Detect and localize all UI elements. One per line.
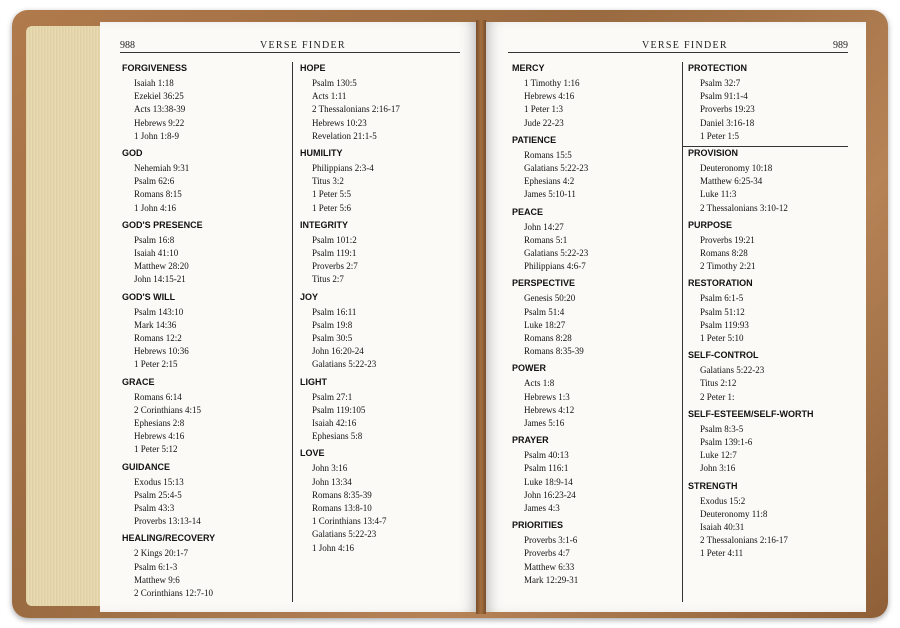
topic-title: FORGIVENESS [122, 63, 188, 73]
topic-mercy [512, 62, 672, 130]
verse-list [300, 391, 460, 444]
topic-restoration [688, 277, 858, 345]
verse-reference: Exodus 15:2 [700, 495, 746, 506]
verse-reference: Luke 18:27 [524, 319, 566, 330]
verse-list [688, 162, 858, 215]
topic-strength [688, 480, 858, 561]
verse-list [122, 306, 282, 372]
verse-reference: 1 Corinthians 13:4-7 [312, 516, 387, 527]
verse-reference: Romans 13:8-10 [312, 503, 372, 514]
verse-reference: 2 Kings 20:1-7 [134, 548, 188, 559]
verse-list [300, 306, 460, 372]
header-rule [508, 52, 848, 53]
verse-reference: Proverbs 2:7 [312, 261, 358, 272]
topic-provision [688, 147, 858, 215]
topic-title: PERSPECTIVE [512, 278, 576, 289]
verse-reference: Romans 8:35-39 [312, 489, 372, 500]
verse-reference: Psalm 30:5 [312, 333, 353, 344]
verse-reference: Revelation 21:1-5 [312, 130, 377, 141]
topic-priorities [512, 519, 672, 587]
verse-reference: 2 Corinthians 4:15 [134, 404, 201, 415]
verse-reference: Mark 14:36 [134, 319, 177, 330]
verse-reference: Romans 8:28 [524, 333, 572, 344]
topic-title: SELF-CONTROL [688, 350, 759, 361]
verse-reference: Matthew 28:20 [134, 261, 189, 272]
verse-reference: 1 John 4:16 [134, 202, 177, 213]
verse-reference: Proverbs 3:1-6 [524, 535, 578, 546]
right-column-1 [512, 62, 672, 591]
verse-reference: 1 Timothy 1:16 [524, 78, 580, 88]
verse-reference: Psalm 119:93 [700, 319, 749, 330]
topic-patience [512, 134, 672, 202]
verse-list [300, 162, 460, 215]
verse-reference: Matthew 6:33 [524, 561, 575, 572]
verse-reference: Matthew 9:6 [134, 574, 180, 585]
verse-reference: Deuteronomy 10:18 [700, 163, 773, 174]
page-edges [26, 26, 108, 606]
verse-reference: Ephesians 2:8 [134, 418, 185, 429]
verse-reference: Romans 8:28 [700, 248, 748, 259]
verse-reference: Luke 12:7 [700, 450, 737, 461]
verse-reference: John 3:16 [700, 463, 736, 474]
verse-list [122, 476, 282, 529]
verse-list [122, 391, 282, 457]
verse-reference: James 4:3 [524, 503, 560, 514]
verse-reference: Isaiah 1:18 [134, 78, 174, 88]
verse-reference: Ephesians 4:2 [524, 176, 575, 187]
verse-reference: Philippians 4:6-7 [524, 261, 586, 272]
topic-title: STRENGTH [688, 480, 738, 491]
topic-title: GOD [122, 148, 143, 159]
topic-love [300, 447, 460, 554]
verse-list [512, 292, 672, 358]
verse-list [122, 547, 282, 600]
verse-reference: Galatians 5:22-23 [524, 248, 589, 259]
verse-reference: 1 Peter 2:15 [134, 359, 178, 370]
right-page-number: 989 [833, 40, 848, 51]
verse-list [688, 495, 858, 561]
verse-reference: Galatians 5:22-23 [312, 359, 377, 370]
verse-reference: Daniel 3:16-18 [700, 117, 755, 128]
verse-reference: John 13:34 [312, 476, 352, 487]
verse-reference: Hebrews 10:36 [134, 346, 189, 357]
section-divider [682, 146, 848, 147]
topic-light [300, 376, 460, 444]
verse-reference: 1 Peter 5:10 [700, 333, 744, 344]
verse-reference: Psalm 40:13 [524, 450, 569, 461]
topic-title: PRAYER [512, 435, 549, 446]
topic-title: MERCY [512, 63, 545, 73]
topic-title: PROVISION [688, 148, 739, 159]
verse-reference: Genesis 50:20 [524, 293, 576, 304]
topic-title: PEACE [512, 206, 544, 217]
verse-reference: Psalm 6:1-5 [700, 293, 744, 304]
verse-list [688, 423, 858, 476]
topic-grace [122, 376, 282, 457]
verse-reference: Proverbs 19:23 [700, 104, 755, 115]
topic-title: HUMILITY [300, 148, 343, 159]
verse-reference: 2 Thessalonians 2:16-17 [700, 535, 788, 546]
topic-title: RESTORATION [688, 278, 753, 289]
topic-protection [688, 62, 858, 143]
verse-reference: 1 John 4:16 [312, 542, 355, 553]
verse-reference: John 14:27 [524, 221, 564, 232]
verse-reference: Psalm 116:1 [524, 463, 569, 474]
verse-reference: Jude 22-23 [524, 117, 564, 128]
verse-list [512, 77, 672, 130]
verse-reference: Matthew 6:25-34 [700, 176, 763, 187]
verse-reference: Isaiah 40:31 [700, 522, 745, 533]
topic-perspective [512, 277, 672, 358]
topic-hope [300, 62, 460, 143]
right-page [482, 22, 866, 612]
topic-self-esteem-self-worth [688, 408, 858, 476]
verse-reference: Luke 18:9-14 [524, 476, 573, 487]
verse-reference: 2 Thessalonians 3:10-12 [700, 202, 788, 213]
verse-list [512, 534, 672, 587]
verse-reference: Romans 12:2 [134, 333, 182, 344]
verse-reference: Psalm 143:10 [134, 306, 184, 317]
verse-reference: Titus 3:2 [312, 176, 344, 187]
topic-joy [300, 291, 460, 372]
verse-reference: Hebrews 9:22 [134, 117, 185, 128]
topic-god-s-presence [122, 219, 282, 287]
topic-title: PROTECTION [688, 63, 748, 73]
topic-title: POWER [512, 363, 547, 374]
verse-list [300, 462, 460, 554]
topic-guidance [122, 461, 282, 529]
verse-reference: 2 Timothy 2:21 [700, 261, 756, 272]
verse-reference: Romans 8:35-39 [524, 346, 584, 357]
verse-reference: Isaiah 41:10 [134, 248, 179, 259]
verse-reference: Psalm 119:105 [312, 404, 366, 415]
topic-integrity [300, 219, 460, 287]
verse-reference: Psalm 16:11 [312, 306, 357, 317]
verse-reference: Ezekiel 36:25 [134, 91, 184, 102]
verse-list [512, 449, 672, 515]
verse-reference: Ephesians 5:8 [312, 431, 363, 442]
verse-reference: Psalm 91:1-4 [700, 91, 748, 102]
topic-title: GOD'S PRESENCE [122, 219, 203, 230]
topic-title: GOD'S WILL [122, 291, 176, 302]
verse-reference: James 5:10-11 [524, 189, 576, 200]
verse-reference: Hebrews 1:3 [524, 391, 570, 402]
verse-reference: Proverbs 13:13-14 [134, 516, 201, 527]
verse-reference: Exodus 15:13 [134, 476, 184, 487]
column-divider [682, 62, 683, 602]
verse-list [122, 77, 282, 143]
verse-reference: Acts 13:38-39 [134, 104, 186, 115]
verse-reference: Proverbs 4:7 [524, 548, 570, 559]
verse-reference: Psalm 101:2 [312, 234, 357, 245]
verse-reference: Acts 1:11 [312, 91, 347, 102]
verse-reference: Psalm 27:1 [312, 391, 353, 402]
verse-reference: 2 Peter 1: [700, 391, 735, 402]
verse-reference: Psalm 6:1-3 [134, 561, 178, 572]
verse-reference: 1 Peter 4:11 [700, 548, 744, 559]
verse-reference: Acts 1:8 [524, 378, 555, 389]
topic-title: GUIDANCE [122, 461, 171, 472]
verse-reference: 2 Corinthians 12:7-10 [134, 588, 213, 599]
topic-prayer [512, 434, 672, 515]
topic-title: PATIENCE [512, 134, 557, 145]
verse-reference: Hebrews 4:16 [524, 91, 575, 102]
topic-title: JOY [300, 291, 319, 302]
verse-list [512, 221, 672, 274]
topic-title: LOVE [300, 448, 325, 459]
verse-list [512, 377, 672, 430]
right-column-2 [688, 62, 858, 565]
verse-reference: Romans 5:1 [524, 234, 568, 245]
verse-list [512, 149, 672, 202]
topic-title: INTEGRITY [300, 219, 349, 230]
left-page-number: 988 [120, 40, 135, 51]
verse-reference: Proverbs 19:21 [700, 234, 755, 245]
book-gutter [476, 20, 486, 614]
verse-list [688, 292, 858, 345]
left-page [100, 22, 480, 612]
topic-humility [300, 147, 460, 215]
verse-reference: Philippians 2:3-4 [312, 163, 374, 174]
verse-reference: Galatians 5:22-23 [524, 163, 589, 174]
verse-reference: Hebrews 4:16 [134, 431, 185, 442]
verse-list [688, 234, 858, 274]
verse-reference: Psalm 139:1-6 [700, 437, 753, 448]
topic-title: HEALING/RECOVERY [122, 533, 216, 544]
verse-reference: Psalm 32:7 [700, 78, 741, 88]
verse-list [688, 364, 858, 404]
verse-reference: Psalm 8:3-5 [700, 423, 744, 434]
verse-reference: 1 Peter 5:12 [134, 444, 178, 455]
right-page-header: VERSE FINDER [642, 40, 728, 51]
topic-title: PURPOSE [688, 219, 733, 230]
verse-reference: Nehemiah 9:31 [134, 163, 190, 174]
verse-reference: John 16:23-24 [524, 489, 576, 500]
verse-reference: Romans 6:14 [134, 391, 182, 402]
verse-reference: 1 Peter 5:6 [312, 202, 351, 213]
verse-reference: James 5:16 [524, 418, 565, 429]
verse-reference: Hebrews 10:23 [312, 117, 367, 128]
topic-god [122, 147, 282, 215]
verse-reference: Isaiah 42:16 [312, 418, 357, 429]
topic-peace [512, 206, 672, 274]
verse-reference: Romans 8:15 [134, 189, 182, 200]
verse-reference: Luke 11:3 [700, 189, 737, 200]
verse-reference: John 16:20-24 [312, 346, 364, 357]
verse-reference: Galatians 5:22-23 [312, 529, 377, 540]
topic-title: PRIORITIES [512, 520, 564, 531]
topic-title: GRACE [122, 376, 155, 387]
verse-reference: 1 Peter 5:5 [312, 189, 351, 200]
verse-list [688, 77, 858, 143]
topic-self-control [688, 349, 858, 404]
verse-reference: John 3:16 [312, 463, 348, 474]
topic-title: SELF-ESTEEM/SELF-WORTH [688, 408, 814, 419]
verse-reference: Deuteronomy 11:8 [700, 508, 768, 519]
verse-reference: Mark 12:29-31 [524, 574, 579, 585]
verse-reference: Psalm 130:5 [312, 78, 357, 88]
left-page-header: VERSE FINDER [260, 40, 346, 51]
verse-reference: Hebrews 4:12 [524, 404, 575, 415]
left-column-1 [122, 62, 282, 604]
topic-title: LIGHT [300, 376, 327, 387]
verse-reference: 2 Thessalonians 2:16-17 [312, 104, 400, 115]
verse-reference: Psalm 51:4 [524, 306, 565, 317]
topic-power [512, 362, 672, 430]
verse-reference: John 14:15-21 [134, 274, 186, 285]
verse-reference: Psalm 62:6 [134, 176, 175, 187]
verse-reference: Galatians 5:22-23 [700, 365, 765, 376]
topic-healing-recovery [122, 532, 282, 600]
verse-reference: Psalm 119:1 [312, 248, 357, 259]
verse-reference: Psalm 51:12 [700, 306, 745, 317]
verse-list [122, 162, 282, 215]
header-rule [120, 52, 460, 53]
topic-forgiveness [122, 62, 282, 143]
verse-reference: Titus 2:12 [700, 378, 737, 389]
topic-purpose [688, 219, 858, 274]
left-column-2 [300, 62, 460, 559]
verse-reference: Psalm 25:4-5 [134, 489, 182, 500]
verse-reference: Psalm 43:3 [134, 503, 175, 514]
verse-list [122, 234, 282, 287]
verse-reference: 1 Peter 1:5 [700, 130, 739, 141]
verse-reference: Psalm 16:8 [134, 234, 175, 245]
verse-reference: Romans 15:5 [524, 149, 572, 160]
verse-reference: 1 Peter 1:3 [524, 104, 563, 115]
topic-god-s-will [122, 291, 282, 372]
verse-reference: Psalm 19:8 [312, 319, 353, 330]
verse-reference: 1 John 1:8-9 [134, 130, 179, 141]
column-divider [292, 62, 293, 602]
verse-list [300, 234, 460, 287]
topic-title: HOPE [300, 63, 326, 73]
verse-list [300, 77, 460, 143]
verse-reference: Titus 2:7 [312, 274, 344, 285]
